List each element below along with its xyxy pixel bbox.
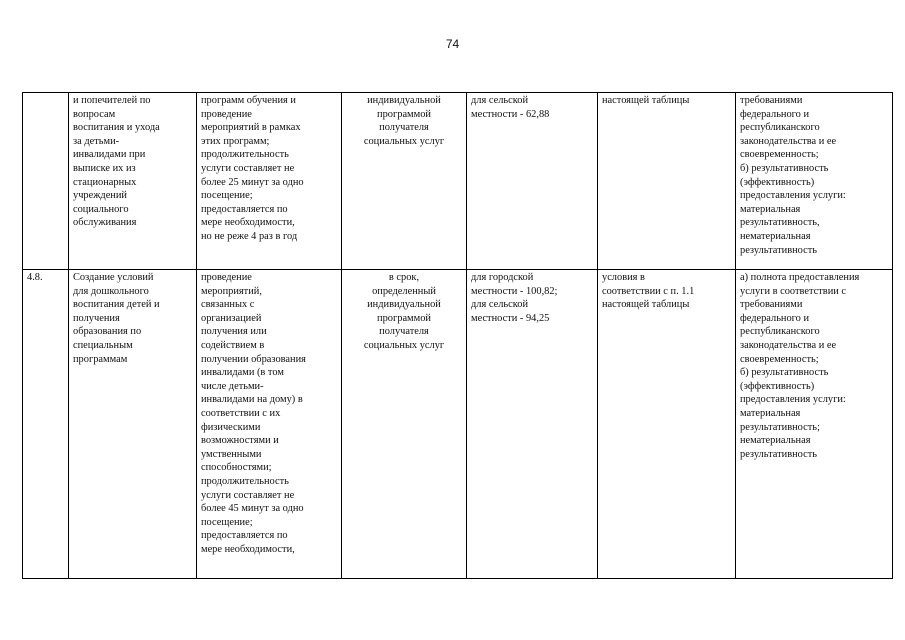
cell-text-line: а) полнота предоставления bbox=[740, 272, 860, 283]
cell-text-line: вопросам bbox=[73, 108, 116, 120]
cell-text-line: за детьми- bbox=[73, 135, 120, 147]
cell-text-line: проведение bbox=[201, 108, 252, 120]
cell-text-line: возможностями и bbox=[201, 435, 279, 447]
cell-text-line: получателя bbox=[379, 326, 429, 338]
cell-text-line: местности - 94,25 bbox=[471, 312, 550, 324]
cell-text-line: посещение; bbox=[201, 190, 253, 202]
cell-text-line: программой bbox=[377, 312, 431, 324]
cell-text-line: мере необходимости, bbox=[201, 217, 295, 229]
services-table bbox=[22, 92, 893, 579]
cell-text-line: условия в bbox=[602, 272, 645, 283]
cell-text-line: организацией bbox=[201, 312, 262, 324]
cell-text-line: услуги в соответствии с bbox=[740, 285, 847, 297]
cell-text-line: индивидуальной bbox=[367, 299, 441, 311]
cell-text-line: содействием в bbox=[201, 339, 265, 351]
cell-text-line: получения или bbox=[201, 326, 267, 338]
service-name-cell bbox=[69, 93, 197, 270]
cell-text-line: образования по bbox=[73, 326, 142, 338]
service-description-cell bbox=[197, 93, 342, 270]
cell-text-line: воспитания детей и bbox=[73, 299, 160, 311]
cell-text-line: республиканского bbox=[740, 326, 820, 338]
cell-text-line: результативность bbox=[740, 244, 818, 256]
cell-text-line: требованиями bbox=[740, 299, 803, 311]
cell-text-line: индивидуальной bbox=[367, 95, 441, 106]
service-term-cell bbox=[342, 270, 467, 579]
cell-text-line: посещение; bbox=[201, 516, 253, 528]
cell-text-line: связанных с bbox=[201, 299, 255, 311]
quality-indicators-cell bbox=[736, 93, 893, 270]
cell-text-line: продолжительность bbox=[201, 149, 289, 161]
cell-text-line: для городской bbox=[471, 272, 534, 283]
cell-text-line: нематериальная bbox=[740, 230, 811, 242]
cell-text-line: предоставления услуги: bbox=[740, 190, 846, 202]
cell-text-line: получении образования bbox=[201, 353, 306, 365]
row-number-cell bbox=[23, 270, 69, 579]
cell-text-line: законодательства и ее bbox=[740, 339, 837, 351]
cell-text-line: б) результативность bbox=[740, 162, 829, 174]
cell-text-line: программам bbox=[73, 353, 128, 365]
cell-text-line: продолжительность bbox=[201, 475, 289, 487]
cell-text-line: этих программ; bbox=[201, 135, 270, 147]
cell-text-line: предоставления услуги: bbox=[740, 394, 846, 406]
cell-text-line: мере необходимости, bbox=[201, 543, 295, 555]
cell-text-line: настоящей таблицы bbox=[602, 95, 690, 106]
tariff-cell bbox=[467, 93, 598, 270]
cell-text-line: результативность, bbox=[740, 217, 820, 229]
cell-text-line: учреждений bbox=[73, 190, 127, 202]
cell-text-line: определенный bbox=[372, 285, 436, 297]
cell-text-line: федерального и bbox=[740, 312, 810, 324]
conditions-cell bbox=[598, 93, 736, 270]
table-row bbox=[23, 270, 893, 579]
row-number: 4.8. bbox=[27, 272, 43, 283]
cell-text-line: результативность bbox=[740, 448, 818, 460]
cell-text-line: своевременность; bbox=[740, 149, 819, 161]
cell-text-line: республиканского bbox=[740, 122, 820, 134]
cell-text-line: для сельской bbox=[471, 95, 529, 106]
cell-text-line: материальная bbox=[740, 407, 801, 419]
cell-text-line: получения bbox=[73, 312, 120, 324]
cell-text-line: обслуживания bbox=[73, 217, 137, 229]
cell-text-line: в срок, bbox=[388, 272, 420, 283]
cell-text-line: но не реже 4 раз в год bbox=[201, 230, 298, 242]
cell-text-line: требованиями bbox=[740, 95, 803, 106]
cell-text-line: и попечителей по bbox=[73, 95, 151, 106]
cell-text-line: (эффективность) bbox=[740, 176, 815, 188]
cell-text-line: мероприятий в рамках bbox=[201, 122, 301, 134]
cell-text-line: воспитания и ухода bbox=[73, 122, 160, 134]
cell-text-line: Создание условий bbox=[73, 272, 154, 283]
service-term-cell bbox=[342, 93, 467, 270]
conditions-cell bbox=[598, 270, 736, 579]
cell-text-line: социальных услуг bbox=[363, 339, 445, 351]
cell-text-line: инвалидами при bbox=[73, 149, 146, 161]
service-description-cell bbox=[197, 270, 342, 579]
cell-text-line: более 25 минут за одно bbox=[201, 176, 304, 188]
service-name-cell bbox=[69, 270, 197, 579]
cell-text-line: соответствии с их bbox=[201, 407, 281, 419]
cell-text-line: мероприятий, bbox=[201, 285, 262, 297]
row-number-cell bbox=[23, 93, 69, 270]
table-row bbox=[23, 93, 893, 270]
cell-text-line: инвалидами (в том bbox=[201, 367, 284, 379]
cell-text-line: законодательства и ее bbox=[740, 135, 837, 147]
page-number: 74 bbox=[445, 37, 460, 51]
cell-text-line: предоставляется по bbox=[201, 530, 288, 542]
cell-text-line: нематериальная bbox=[740, 435, 811, 447]
cell-text-line: услуги составляет не bbox=[201, 162, 295, 174]
cell-text-line: настоящей таблицы bbox=[602, 299, 690, 311]
cell-text-line: числе детьми- bbox=[201, 380, 264, 392]
cell-text-line: б) результативность bbox=[740, 367, 829, 379]
cell-text-line: федерального и bbox=[740, 108, 810, 120]
cell-text-line: способностями; bbox=[201, 462, 272, 474]
quality-indicators-cell bbox=[736, 270, 893, 579]
cell-text-line: предоставляется по bbox=[201, 203, 288, 215]
cell-text-line: местности - 62,88 bbox=[471, 108, 550, 120]
cell-text-line: услуги составляет не bbox=[201, 489, 295, 501]
cell-text-line: стационарных bbox=[73, 176, 137, 188]
cell-text-line: более 45 минут за одно bbox=[201, 503, 304, 515]
cell-text-line: социальных услуг bbox=[363, 135, 445, 147]
cell-text-line: местности - 100,82; bbox=[471, 285, 558, 297]
cell-text-line: выписке их из bbox=[73, 162, 136, 174]
cell-text-line: своевременность; bbox=[740, 353, 819, 365]
cell-text-line: материальная bbox=[740, 203, 801, 215]
tariff-cell bbox=[467, 270, 598, 579]
cell-text-line: специальным bbox=[73, 339, 133, 351]
cell-text-line: инвалидами на дому) в bbox=[201, 394, 303, 406]
cell-text-line: социального bbox=[73, 203, 129, 215]
cell-text-line: умственными bbox=[201, 448, 262, 460]
cell-text-line: результативность; bbox=[740, 421, 820, 433]
cell-text-line: программ обучения и bbox=[201, 95, 296, 106]
cell-text-line: физическими bbox=[201, 421, 261, 433]
cell-text-line: для дошкольного bbox=[73, 285, 149, 297]
cell-text-line: получателя bbox=[379, 122, 429, 134]
cell-text-line: (эффективность) bbox=[740, 380, 815, 392]
cell-text-line: соответствии с п. 1.1 bbox=[602, 285, 695, 297]
cell-text-line: программой bbox=[377, 108, 431, 120]
cell-text-line: для сельской bbox=[471, 299, 529, 311]
cell-text-line: проведение bbox=[201, 272, 252, 283]
